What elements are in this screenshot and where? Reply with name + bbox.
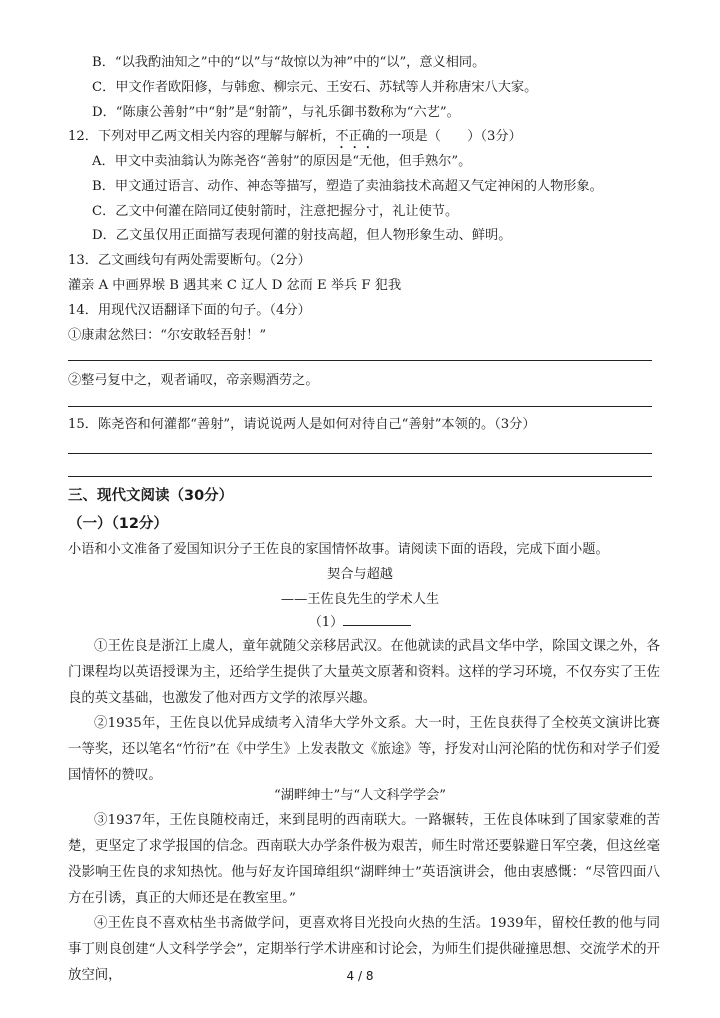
answer-line [68,406,652,407]
q13-stem: 13．乙文画线句有两处需要断句。（2分） [68,253,311,268]
q13-sentence: 灌亲 A 中画界堠 B 遇其来 C 辽人 D 忿而 E 举兵 F 犯我 [68,278,402,293]
heading-1-label: （1） [308,615,344,630]
fill-in-blank [343,613,411,626]
answer-line [68,360,652,361]
q12-stem [68,127,660,152]
q15-stem: 15．陈尧咨和何灌都“善射”，请说说两人是如何对待自己“善射”本领的。（3分） [68,417,536,432]
intro-text: 小语和小文准备了爱国知识分子王佐良的家国情怀故事。请阅读下面的语段，完成下面小题。 [68,542,609,557]
q11-option-c: C．甲文作者欧阳修，与韩愈、柳宗元、王安石、苏轼等人并称唐宋八大家。 [92,80,538,95]
q12-emphasis: 不正确 [335,129,375,144]
q11-option-b: B．“以我酌油知之”中的“以”与“故惊以为神”中的“以”，意义相同。 [92,55,486,70]
q12-stem-pre: 12．下列对甲乙两文相关内容的理解与解析， [68,129,336,144]
paragraph-3: ③1937年，王佐良随校南迁，来到昆明的西南联大。一路辗转，王佐良体味到了国家蒙难的苦楚，更坚定了求学报国的信念。西南联大办学条件极为艰苦，师生时常还要躲避日军空袭，但这丝毫没影响王佐良的求知热忱。他与好友许国璋组织“湖畔绅士”英语演讲会，他由衷感慨：“尽管四面八方在引诱，真正的大师还是在教室里。” [68,813,660,906]
section-heading: 三、现代文阅读（30分） [68,488,234,504]
q14-stem: 14．用现代汉语翻译下面的句子。（4分） [68,303,311,318]
section-heading-1 [68,613,652,633]
q11-option-d: D．“陈康公善射”中“射”是“射箭”，与礼乐御书数称为“六艺”。 [92,105,460,120]
answer-line [68,476,652,477]
article-title: 契合与超越 [327,567,393,582]
part-heading: （一）（12分） [68,516,168,532]
paragraph-4: ④王佐良不喜欢枯坐书斋做学问，更喜欢将目光投向火热的生活。1939年，留校任教的他与同事丁则良创建“人文科学学会”，定期举行学术讲座和讨论会，为师生们提供碰撞思想、交流学术的开放空间， [68,916,660,983]
section-heading-2: “湖畔绅士”与“人文科学学会” [273,788,447,803]
article-subtitle: ——王佐良先生的学术人生 [280,592,440,607]
paragraph-2: ②1935年，王佐良以优异成绩考入清华大学外文系。大一时，王佐良获得了全校英文演讲比赛一等奖，还以笔名“竹衍”在《中学生》上发表散文《旅途》等，抒发对山河沦陷的忧伤和对学子们爱国情怀的赞叹。 [68,716,660,783]
q12-stem-post: 的一项是（ ）（3分） [374,129,522,144]
q12-option-b: B．甲文通过语言、动作、神态等描写，塑造了卖油翁技术高超又气定神闲的人物形象。 [92,179,603,194]
paragraph-1: ①王佐良是浙江上虞人，童年就随父亲移居武汉。在他就读的武昌文华中学，除国文课之外，各门课程均以英语授课为主，还给学生提供了大量英文原著和资料。这样的学习环境，不仅夯实了王佐良的英文基础，也激发了他对西方文学的浓厚兴趣。 [68,639,660,706]
answer-line [68,453,652,454]
q12-option-c: C．乙文中何灌在陪同辽使射箭时，注意把握分寸，礼让使节。 [92,204,459,219]
q14-sentence-1: ①康肃忿然曰：“尔安敢轻吾射！” [68,328,267,343]
q12-option-a: A．甲文中卖油翁认为陈尧咨“善射”的原因是“无他，但手熟尔”。 [92,154,472,169]
q14-sentence-2: ②整弓复中之，观者诵叹，帝亲赐酒劳之。 [68,373,319,388]
q12-option-d: D．乙文虽仅用正面描写表现何灌的射技高超，但人物形象生动、鲜明。 [92,228,512,243]
page-number: 4 / 8 [346,969,374,983]
